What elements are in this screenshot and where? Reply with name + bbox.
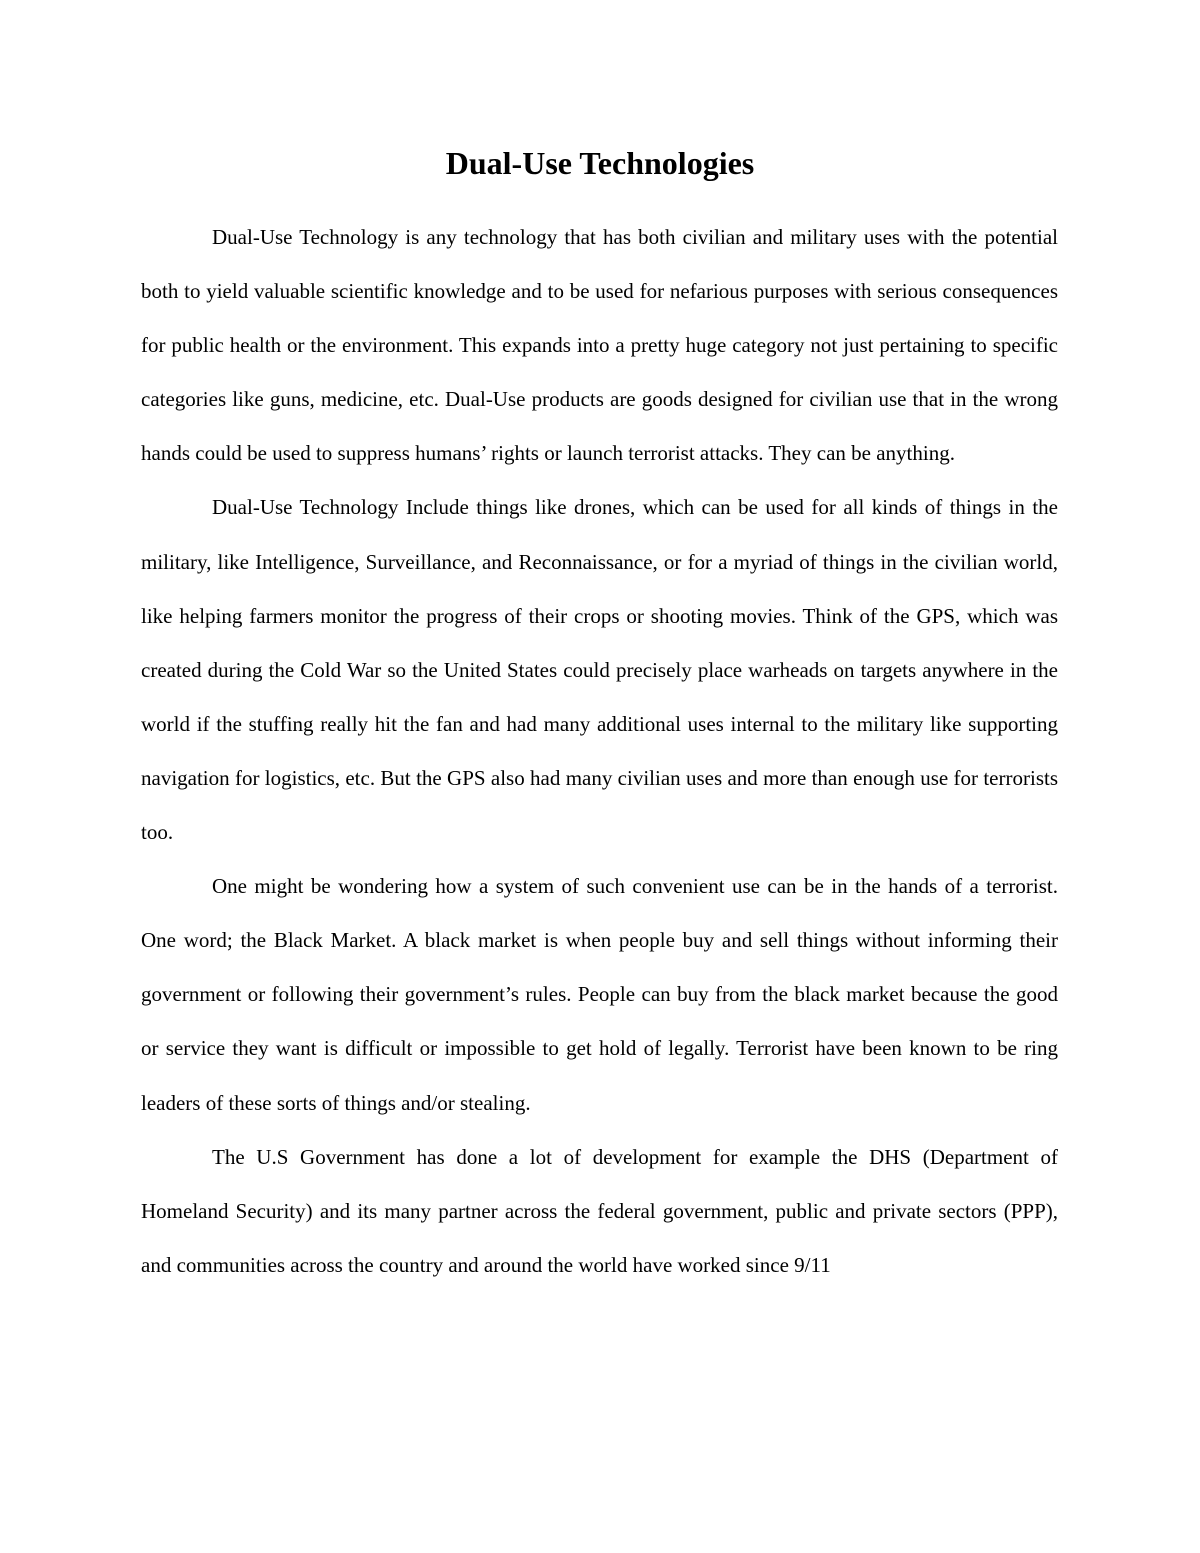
paragraph-government: The U.S Government has done a lot of development for example the DHS (Department of Homeland Security) and its many partner across the federal government, public and private sectors (PPP), and communities across the country and around the world have worked since 9/11 [141, 1144, 1058, 1277]
paragraph-examples: Dual-Use Technology Include things like drones, which can be used for all kinds of things in the military, like Intelligence, Surveillance, and Reconnaissance, or for a myriad of things in the civilian world, like helping farmers monitor the progress of their crops or shooting movies. Think of the GPS, which was created during the Cold War so the United States could precisely place warheads on targets anywhere in the world if the stuffing really hit the fan and had many additional uses internal to the military like supporting navigation for logistics, etc. But the GPS also had many civilian uses and more than enough use for terrorists too. [141, 495, 1058, 845]
paragraph-black-market: One might be wondering how a system of such convenient use can be in the hands of a terrorist. One word; the Black Market. A black market is when people buy and sell things without informing their government or following their government’s rules. People can buy from the black market because the good or service they want is difficult or impossible to get hold of legally. Terrorist have been known to be ring leaders of these sorts of things and/or stealing. [141, 874, 1058, 1115]
document-body [141, 210, 1058, 1292]
paragraph-definition: Dual-Use Technology is any technology that has both civilian and military uses with the potential both to yield valuable scientific knowledge and to be used for nefarious purposes with serious consequences for public health or the environment. This expands into a pretty huge category not just pertaining to specific categories like guns, medicine, etc. Dual-Use products are goods designed for civilian use that in the wrong hands could be used to suppress humans’ rights or launch terrorist attacks. They can be anything. [141, 225, 1058, 466]
document-title: Dual-Use Technologies [445, 145, 755, 181]
